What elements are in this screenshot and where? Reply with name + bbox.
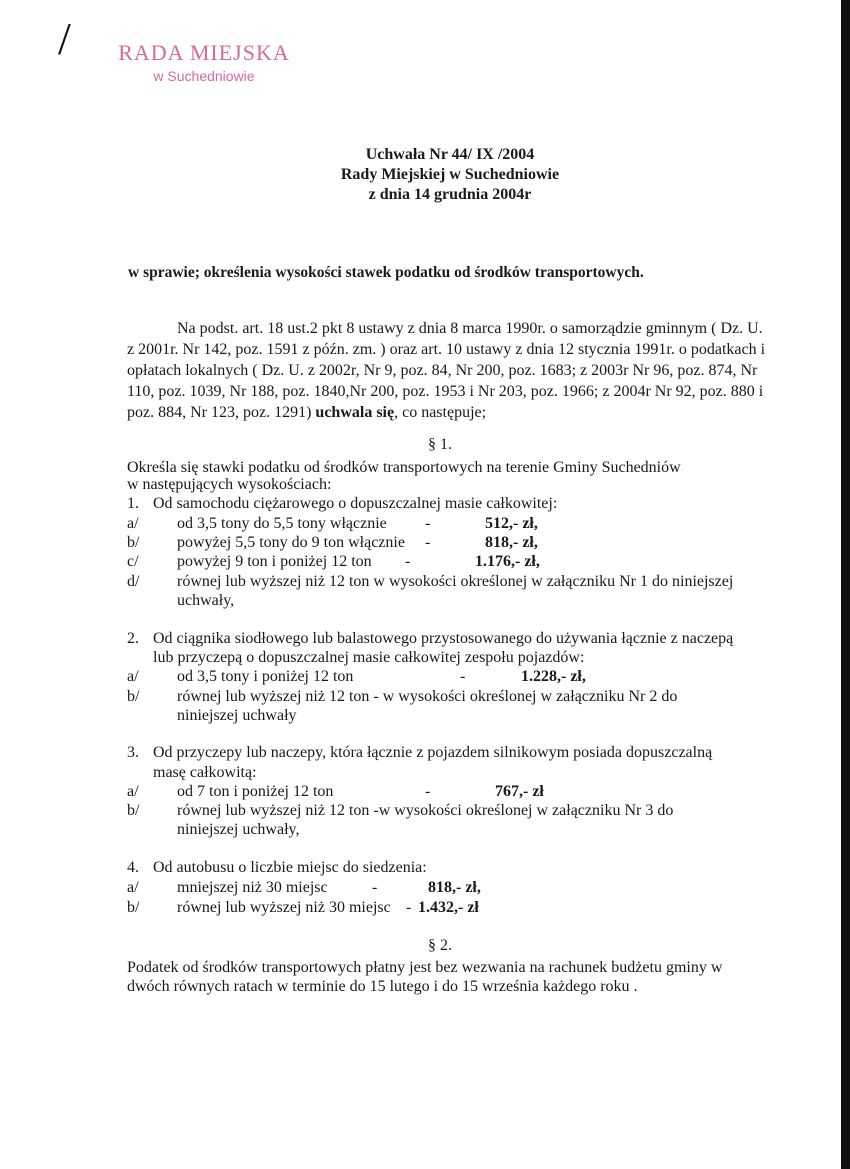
item-2a-letter: a/ xyxy=(127,668,139,685)
item-2b-text: równej lub wyższej niż 12 ton - w wysokości określonej w załączniku Nr 2 do xyxy=(177,688,678,705)
item-4b-value: 1.432,- zł xyxy=(418,899,479,916)
item-1b-text: powyżej 5,5 tony do 9 ton włącznie xyxy=(177,534,405,551)
item-3b-text: równej lub wyższej niż 12 ton -w wysokości określonej w załączniku Nr 3 do xyxy=(177,802,674,819)
item-1a-text: od 3,5 tony do 5,5 tony włącznie xyxy=(177,515,387,532)
item-2-number: 2. xyxy=(127,630,139,647)
item-3a-dash: - xyxy=(425,783,431,800)
item-4a-value: 818,- zł, xyxy=(428,879,481,896)
scan-edge xyxy=(841,0,850,1169)
item-1-number: 1. xyxy=(127,495,139,512)
item-1d-text: równej lub wyższej niż 12 ton w wysokości określonej w załączniku Nr 1 do niniejszej xyxy=(177,573,734,590)
item-1c-letter: c/ xyxy=(127,553,139,570)
resolution-subject: w sprawie; określenia wysokości stawek podatku od środków transportowych. xyxy=(128,264,644,281)
section-1-lead-1: Określa się stawki podatku od środków transportowych na terenie Gminy Suchedniów xyxy=(127,459,681,476)
item-3b-letter: b/ xyxy=(127,802,140,819)
item-2-title-1: Od ciągnika siodłowego lub balastowego przystosowanego do używania łącznie z naczepą xyxy=(153,630,734,647)
item-1c-value: 1.176,- zł, xyxy=(475,553,540,570)
item-1c-dash: - xyxy=(405,553,411,570)
item-1d-continued: uchwały, xyxy=(177,592,235,609)
item-2-title-2: lub przyczepą o dopuszczalnej masie całkowitej zespołu pojazdów: xyxy=(153,649,585,666)
item-3-number: 3. xyxy=(127,744,139,761)
item-1a-value: 512,- zł, xyxy=(485,515,538,532)
section-2-line-1: Podatek od środków transportowych płatny jest bez wezwania na rachunek budżetu gminy w xyxy=(127,959,723,976)
item-1d-letter: d/ xyxy=(127,573,140,590)
section-1-heading: § 1. xyxy=(428,436,452,453)
council-stamp xyxy=(104,40,304,84)
item-3-title-1: Od przyczepy lub naczepy, która łącznie z pojazdem silnikowym posiada dopuszczalną xyxy=(153,744,713,761)
title-line-2: Rady Miejskiej w Suchedniowie xyxy=(340,166,560,183)
section-2-line-2: dwóch równych ratach w terminie do 15 lutego i do 15 września każdego roku . xyxy=(127,978,638,995)
intro-end: , co następuje; xyxy=(394,404,487,421)
intro-text: Na podst. art. 18 ust.2 pkt 8 ustawy z dnia 8 marca 1990r. o samorządzie gminnym ( Dz. U. z 2001r. Nr 142, poz. 1591 z późn. zm. ) oraz art. 10 ustawy z dnia 12 stycznia 1991r. o podatkach i opłatach lokalnych ( Dz. U. z 2002r, Nr 9, poz. 84, Nr 200, poz. 1683; z 2003r Nr 96, poz. 874, Nr 110, poz. 1039, Nr 188, poz. 1840,Nr 200, poz. 1953 i Nr 203, poz. 1966; z 2004r Nr 92, poz. 880 i poz. 884, Nr 123, poz. 1291) xyxy=(127,320,766,421)
item-4a-text: mniejszej niż 30 miejsc xyxy=(177,879,328,896)
item-1a-letter: a/ xyxy=(127,515,139,532)
item-1b-dash: - xyxy=(425,534,431,551)
margin-mark: / xyxy=(58,13,71,64)
item-4b-dash: - xyxy=(406,899,412,916)
item-3-title-2: masę całkowitą: xyxy=(153,764,257,781)
section-1-lead-2: w następujących wysokościach: xyxy=(127,476,332,493)
item-1b-value: 818,- zł, xyxy=(485,534,538,551)
item-4b-letter: b/ xyxy=(127,899,140,916)
item-2b-letter: b/ xyxy=(127,688,140,705)
legal-basis-paragraph xyxy=(127,318,767,423)
stamp-line-1: RADA MIEJSKA xyxy=(118,40,290,65)
item-4-title: Od autobusu o liczbie miejsc do siedzenia: xyxy=(153,859,427,876)
item-4b-text: równej lub wyższej niż 30 miejsc xyxy=(177,899,391,916)
item-1b-letter: b/ xyxy=(127,534,140,551)
item-3a-text: od 7 ton i poniżej 12 ton xyxy=(177,783,334,800)
item-1c-text: powyżej 9 ton i poniżej 12 ton xyxy=(177,553,372,570)
item-2a-text: od 3,5 tony i poniżej 12 ton xyxy=(177,668,354,685)
item-2b-continued: niniejszej uchwały xyxy=(177,707,297,724)
stamp-line-2: w Suchedniowie xyxy=(153,68,255,84)
resolution-title xyxy=(300,145,600,205)
title-line-3: z dnia 14 grudnia 2004r xyxy=(368,186,532,203)
item-3a-value: 767,- zł xyxy=(495,783,544,800)
title-line-1: Uchwała Nr 44/ IX /2004 xyxy=(365,146,535,163)
item-1a-dash: - xyxy=(425,515,431,532)
item-4a-dash: - xyxy=(372,879,378,896)
item-3b-continued: niniejszej uchwały, xyxy=(177,821,300,838)
item-1-title: Od samochodu ciężarowego o dopuszczalnej masie całkowitej: xyxy=(153,495,558,512)
intro-bold: uchwala się xyxy=(315,404,395,421)
item-3a-letter: a/ xyxy=(127,783,139,800)
section-2-heading: § 2. xyxy=(428,937,452,954)
item-2a-value: 1.228,- zł, xyxy=(521,668,586,685)
item-4a-letter: a/ xyxy=(127,879,139,896)
item-2a-dash: - xyxy=(460,668,466,685)
item-4-number: 4. xyxy=(127,859,139,876)
